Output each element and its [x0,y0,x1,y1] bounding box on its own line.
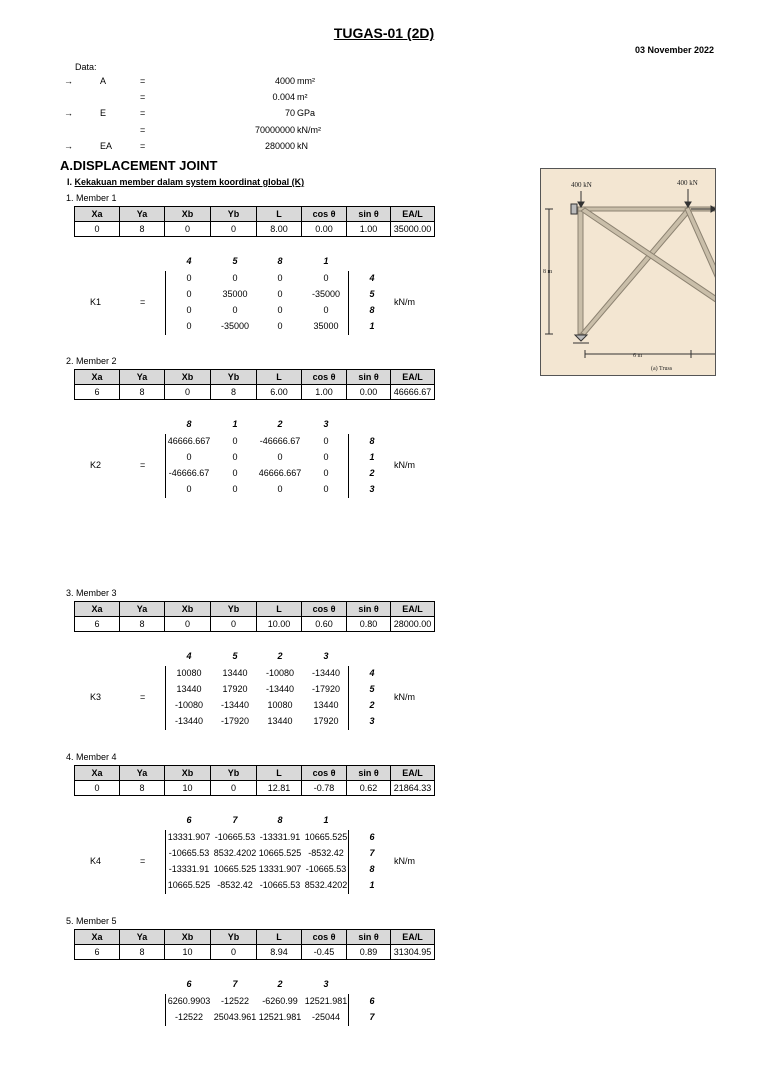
column-header: Yb [211,930,257,945]
data-row [60,125,360,139]
table-row [75,222,435,237]
column-header: Ya [120,207,165,222]
column-header: Yb [211,207,257,222]
matrix-cell: -13331.91 [168,864,210,874]
matrix-cell: 13440 [313,700,339,710]
matrix-bracket-right [348,994,349,1026]
matrix-cell: -13331.91 [259,832,301,842]
matrix-cell: -46666.67 [259,436,301,446]
column-header: Yb [211,602,257,617]
table-header-row [75,602,435,617]
page-title: TUGAS-01 (2D) [333,25,435,41]
matrix-dof-row-label: 7 [369,848,375,858]
data-symbol: E [100,108,107,118]
table-cell: 8 [120,781,165,796]
table-cell: 0.80 [347,617,391,632]
member-label: 3. Member 3 [66,588,117,598]
table-cell: 21864.33 [391,781,435,796]
table-row [75,617,435,632]
load-arrow-right-head [685,202,691,207]
column-header: L [257,207,302,222]
equals-sign: = [140,125,146,135]
matrix-cell: 0 [232,468,238,478]
matrix-cell: 0 [277,289,283,299]
matrix-cell: 0 [277,273,283,283]
column-header: Ya [120,766,165,781]
table-cell: 0 [165,617,211,632]
matrix-dof-header: 2 [277,651,283,661]
table-cell: -0.78 [302,781,347,796]
matrix-dof-row-label: 1 [369,880,375,890]
table-cell: 6.00 [257,385,302,400]
subsection-i-heading [67,177,304,187]
member-label: 4. Member 4 [66,752,117,762]
column-header: Yb [211,370,257,385]
table-row [75,385,435,400]
matrix-cell: 17920 [313,716,339,726]
column-header: Xb [165,370,211,385]
table-cell: 0 [165,385,211,400]
matrix-dof-header: 4 [186,651,192,661]
equals-sign: = [140,460,146,470]
column-header: Ya [120,930,165,945]
matrix-cell: 0 [323,484,329,494]
matrix-dof-row-label: 8 [369,436,375,446]
matrix-dof-row-label: 5 [369,289,375,299]
matrix-cell: 10665.525 [258,848,302,858]
member-geometry-table [74,601,435,632]
table-cell: -0.45 [302,945,347,960]
data-value: 280000 [264,141,295,151]
column-header: Xb [165,602,211,617]
stiffness-matrix [60,419,440,519]
matrix-dof-row-label: 8 [369,305,375,315]
document-date: 03 November 2022 [634,45,714,55]
table-cell: 0.89 [347,945,391,960]
member-geometry-table [74,765,435,796]
column-header: cos θ [302,207,347,222]
arrow-icon: → [64,108,73,118]
matrix-bracket-right [348,271,349,335]
matrix-dof-header: 4 [186,256,192,266]
matrix-cell: 0 [277,321,283,331]
table-header-row [75,370,435,385]
matrix-cell: 12521.981 [258,1012,302,1022]
matrix-name: K2 [90,460,102,470]
matrix-cell: 12521.981 [304,996,348,1006]
matrix-cell: 0 [186,452,192,462]
matrix-cell: 0 [232,305,238,315]
matrix-name: K3 [90,692,102,702]
table-cell: 31304.95 [391,945,435,960]
member-geometry-table [74,206,435,237]
matrix-cell: -10665.53 [214,832,256,842]
section-a-number: A. [60,158,73,173]
matrix-cell: 13331.907 [258,864,302,874]
stiffness-matrix [60,979,440,1079]
matrix-cell: 0 [323,436,329,446]
matrix-cell: 46666.667 [167,436,211,446]
data-unit: kN/m² [297,125,321,135]
matrix-dof-row-label: 2 [369,700,375,710]
data-unit: GPa [297,108,316,118]
matrix-bracket-left [165,271,166,335]
matrix-cell: -10665.53 [259,880,301,890]
matrix-cell: 0 [186,321,192,331]
matrix-cell: 10080 [176,668,202,678]
table-cell: 46666.67 [391,385,435,400]
matrix-cell: 0 [323,468,329,478]
matrix-unit: kN/m [394,460,415,470]
column-header: Xa [75,930,120,945]
matrix-dof-header: 3 [323,419,329,429]
matrix-cell: 10665.525 [213,864,257,874]
matrix-cell: -12522 [220,996,250,1006]
matrix-dof-row-label: 7 [369,1012,375,1022]
column-header: sin θ [347,207,391,222]
table-cell: 12.81 [257,781,302,796]
column-header: Xb [165,930,211,945]
column-header: EA/L [391,207,435,222]
truss-member-diagonal-right [685,207,716,281]
matrix-dof-header: 6 [186,815,192,825]
matrix-dof-row-label: 1 [369,452,375,462]
table-cell: 35000.00 [391,222,435,237]
subsection-i-title: Kekakuan member dalam system koordinat global (K) [74,177,305,187]
matrix-dof-header: 8 [277,815,283,825]
section-a-title: DISPLACEMENT JOINT [73,158,218,173]
matrix-cell: 0 [186,484,192,494]
table-cell: 0 [211,222,257,237]
member-label: 1. Member 1 [66,193,117,203]
matrix-cell: -35000 [220,321,250,331]
section-a-heading [60,158,217,173]
column-header: cos θ [302,602,347,617]
table-cell: 8 [120,617,165,632]
column-header: cos θ [302,370,347,385]
equals-sign: = [140,108,146,118]
matrix-dof-row-label: 1 [369,321,375,331]
figure-caption: (a) Truss [651,366,673,372]
matrix-cell: 0 [232,273,238,283]
matrix-dof-row-label: 2 [369,468,375,478]
matrix-cell: 8532.4202 [213,848,257,858]
subsection-i-number: I. [67,177,73,187]
matrix-cell: -8532.42 [308,848,344,858]
matrix-cell: 0 [323,273,329,283]
table-header-row [75,766,435,781]
table-cell: 8 [211,385,257,400]
table-cell: 0 [165,222,211,237]
data-value: 4000 [274,76,295,86]
table-header-row [75,207,435,222]
table-cell: 0.62 [347,781,391,796]
matrix-dof-header: 3 [323,651,329,661]
table-cell: 0.00 [302,222,347,237]
column-header: EA/L [391,602,435,617]
matrix-cell: -35000 [311,289,341,299]
column-header: sin θ [347,766,391,781]
data-row [60,76,360,90]
matrix-cell: 0 [232,436,238,446]
data-heading: Data: [75,62,97,72]
matrix-bracket-right [348,830,349,894]
table-cell: 8 [120,945,165,960]
column-header: cos θ [302,766,347,781]
matrix-cell: 0 [277,305,283,315]
matrix-cell: 6260.9903 [167,996,211,1006]
matrix-cell: 0 [323,452,329,462]
table-cell: 6 [75,945,120,960]
matrix-cell: 0 [277,484,283,494]
column-header: L [257,602,302,617]
column-header: L [257,930,302,945]
matrix-cell: 0 [232,452,238,462]
equals-sign: = [140,141,146,151]
matrix-dof-header: 5 [232,651,238,661]
column-header: Xa [75,207,120,222]
matrix-cell: 10665.525 [304,832,348,842]
column-header: Xa [75,602,120,617]
pin-support-bottom [575,335,587,341]
equals-sign: = [140,856,146,866]
matrix-cell: 13440 [267,716,293,726]
table-row [75,781,435,796]
column-header: Ya [120,602,165,617]
matrix-cell: -13440 [174,716,204,726]
matrix-cell: -6260.99 [262,996,298,1006]
matrix-cell: -46666.67 [168,468,210,478]
matrix-dof-header: 6 [186,979,192,989]
matrix-unit: kN/m [394,692,415,702]
table-cell: 8.94 [257,945,302,960]
matrix-unit: kN/m [394,856,415,866]
matrix-name: K4 [90,856,102,866]
matrix-unit: kN/m [394,297,415,307]
arrow-icon: → [64,76,73,86]
matrix-cell: 10080 [267,700,293,710]
matrix-cell: -13440 [311,668,341,678]
matrix-bracket-right [348,434,349,498]
matrix-cell: -12522 [174,1012,204,1022]
matrix-dof-row-label: 4 [369,273,375,283]
matrix-cell: -13440 [220,700,250,710]
column-header: sin θ [347,370,391,385]
stiffness-matrix [60,815,440,915]
matrix-cell: 0 [232,484,238,494]
column-header: Ya [120,370,165,385]
column-header: sin θ [347,930,391,945]
matrix-dof-header: 8 [186,419,192,429]
table-cell: 8.00 [257,222,302,237]
matrix-dof-row-label: 5 [369,684,375,694]
matrix-bracket-left [165,434,166,498]
column-header: sin θ [347,602,391,617]
table-cell: 28000.00 [391,617,435,632]
matrix-cell: -10665.53 [168,848,210,858]
table-cell: 0.60 [302,617,347,632]
matrix-dof-header: 1 [323,256,329,266]
column-header: EA/L [391,370,435,385]
matrix-cell: 0 [277,452,283,462]
matrix-dof-row-label: 6 [369,996,375,1006]
matrix-cell: -10665.53 [305,864,347,874]
matrix-cell: -17920 [311,684,341,694]
data-unit: kN [297,141,308,151]
table-cell: 6 [75,617,120,632]
column-header: Yb [211,766,257,781]
data-unit: m² [297,92,308,102]
column-header: EA/L [391,766,435,781]
equals-sign: = [140,92,146,102]
data-row [60,108,360,122]
dim-label-width: 6 m [633,353,643,359]
matrix-dof-header: 7 [232,979,238,989]
table-cell: 0 [211,617,257,632]
matrix-dof-header: 1 [232,419,238,429]
matrix-cell: -10080 [265,668,295,678]
matrix-dof-row-label: 4 [369,668,375,678]
truss-figure [540,168,716,376]
stiffness-matrix [60,256,440,356]
column-header: EA/L [391,930,435,945]
table-row [75,945,435,960]
data-value: 70 [284,108,295,118]
matrix-cell: 35000 [313,321,339,331]
matrix-cell: 10665.525 [167,880,211,890]
data-symbol: A [100,76,107,86]
table-cell: 1.00 [347,222,391,237]
column-header: cos θ [302,930,347,945]
table-cell: 0 [75,222,120,237]
matrix-dof-header: 8 [277,256,283,266]
matrix-dof-header: 2 [277,979,283,989]
column-header: Xa [75,370,120,385]
table-cell: 1.00 [302,385,347,400]
arrow-icon: → [64,141,73,151]
table-cell: 0 [211,781,257,796]
load-label-right: 400 kN [677,179,698,187]
matrix-cell: 0 [186,305,192,315]
matrix-cell: 17920 [222,684,248,694]
table-cell: 0 [211,945,257,960]
matrix-cell: 13331.907 [167,832,211,842]
data-row [60,141,360,155]
equals-sign: = [140,297,146,307]
matrix-cell: -13440 [265,684,295,694]
matrix-cell: 13440 [222,668,248,678]
matrix-cell: 35000 [222,289,248,299]
matrix-cell: -25044 [311,1012,341,1022]
table-cell: 8 [120,385,165,400]
table-cell: 10.00 [257,617,302,632]
matrix-dof-header: 3 [323,979,329,989]
matrix-dof-row-label: 6 [369,832,375,842]
matrix-bracket-left [165,994,166,1026]
column-header: Xa [75,766,120,781]
truss-diagram [541,169,716,376]
table-cell: 0 [75,781,120,796]
truss-member-vertical [578,209,583,334]
matrix-cell: 13440 [176,684,202,694]
member-geometry-table [74,929,435,960]
matrix-cell: -10080 [174,700,204,710]
column-header: L [257,370,302,385]
matrix-dof-row-label: 3 [369,716,375,726]
table-header-row [75,930,435,945]
table-cell: 6 [75,385,120,400]
data-value: 70000000 [254,125,295,135]
matrix-name: K1 [90,297,102,307]
table-cell: 10 [165,781,211,796]
matrix-bracket-right [348,666,349,730]
matrix-cell: 0 [186,273,192,283]
matrix-cell: 46666.667 [258,468,302,478]
matrix-cell: 0 [323,305,329,315]
matrix-cell: -8532.42 [217,880,253,890]
equals-sign: = [140,692,146,702]
member-label: 5. Member 5 [66,916,117,926]
matrix-dof-row-label: 3 [369,484,375,494]
matrix-dof-header: 7 [232,815,238,825]
matrix-cell: 25043.961 [213,1012,257,1022]
member-label: 2. Member 2 [66,356,117,366]
table-cell: 10 [165,945,211,960]
column-header: Xb [165,207,211,222]
matrix-bracket-left [165,666,166,730]
member-geometry-table [74,369,435,400]
column-header: L [257,766,302,781]
stiffness-matrix [60,651,440,751]
load-arrow-left-head [578,202,584,207]
column-header: Xb [165,766,211,781]
data-row [60,92,360,106]
matrix-dof-header: 2 [277,419,283,429]
dim-label-height: 8 m [543,269,553,275]
matrix-bracket-left [165,830,166,894]
roller-support-top [571,204,577,214]
matrix-dof-header: 1 [323,815,329,825]
matrix-cell: -17920 [220,716,250,726]
data-value: 0.004 [272,92,295,102]
matrix-dof-row-label: 8 [369,864,375,874]
table-cell: 8 [120,222,165,237]
matrix-dof-header: 5 [232,256,238,266]
matrix-cell: 0 [186,289,192,299]
load-label-left: 400 kN [571,181,592,189]
table-cell: 0.00 [347,385,391,400]
matrix-cell: 8532.4202 [304,880,348,890]
data-symbol: EA [100,141,113,151]
data-unit: mm² [297,76,315,86]
equals-sign: = [140,76,146,86]
